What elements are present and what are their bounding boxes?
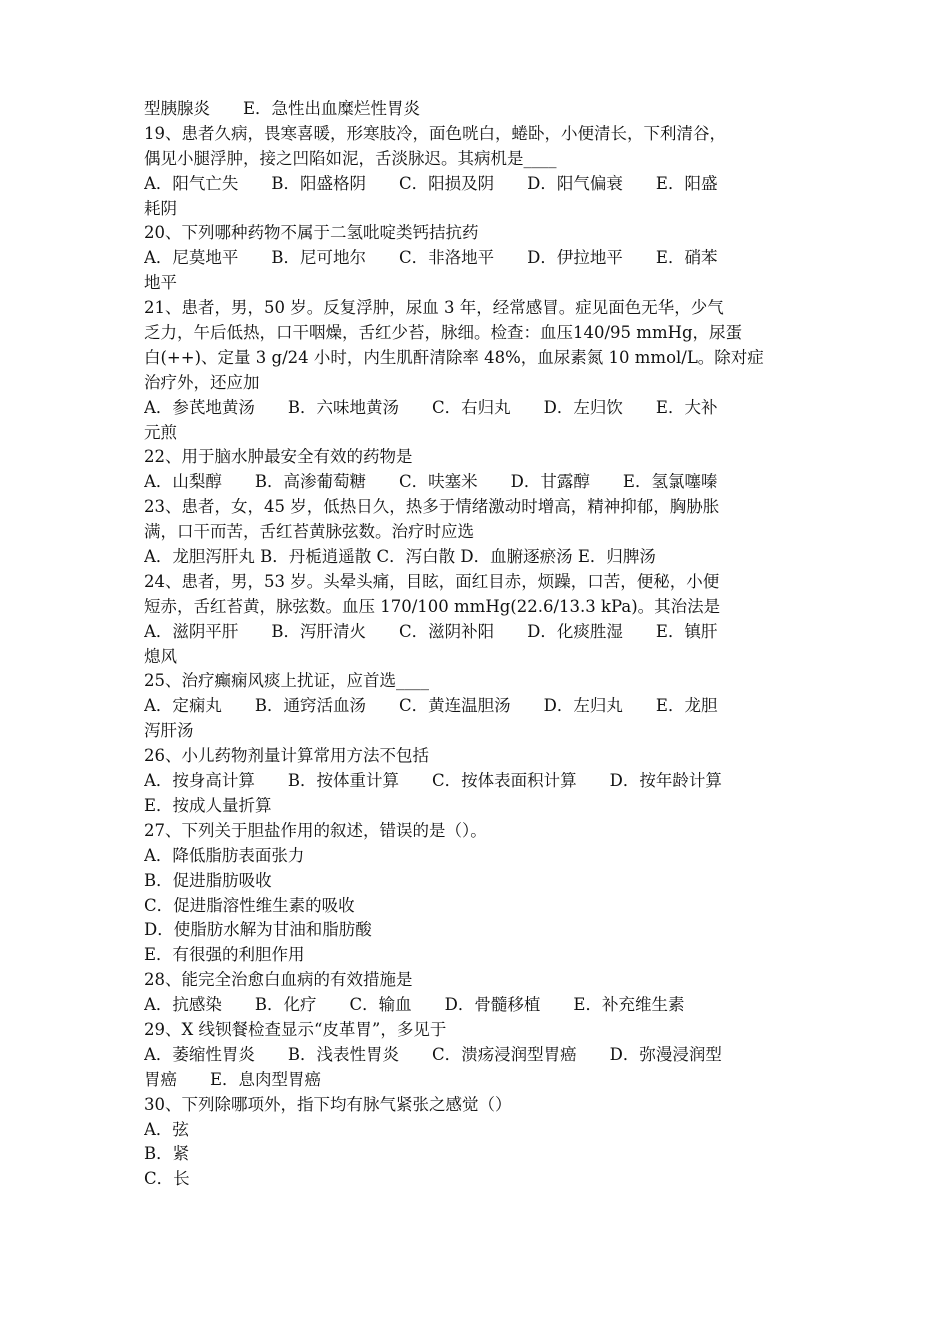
text-line: 20、下列哪种药物不属于二氢吡啶类钙拮抗药: [144, 223, 479, 243]
text-line: A．萎缩性胃炎 B．浅表性胃炎 C．溃疡浸润型胃癌 D．弥漫浸润型: [144, 1044, 722, 1064]
text-line: 耗阴: [144, 198, 177, 218]
text-line: 26、小儿药物剂量计算常用方法不包括: [144, 746, 429, 766]
text-line: 22、用于脑水肿最安全有效的药物是: [144, 447, 413, 467]
text-line: B．紧: [144, 1144, 190, 1164]
text-line: 25、治疗癫痫风痰上扰证，应首选____: [144, 671, 429, 691]
text-line: A．山梨醇 B．高渗葡萄糖 C．呋塞米 D．甘露醇 E．氢氯噻嗪: [144, 472, 718, 492]
text-line: 乏力，午后低热，口干咽燥，舌红少苔，脉细。检查：血压140/95 mmHg，尿蛋: [144, 323, 743, 343]
text-line: 29、X 线钡餐检查显示“皮革胃”，多见于: [144, 1019, 447, 1039]
text-line: 地平: [144, 273, 177, 293]
text-line: A．降低脂肪表面张力: [144, 845, 305, 865]
text-line: 白(++)、定量 3 g/24 小时，内生肌酐清除率 48%，血尿素氮 10 mmol/L。除对症: [144, 347, 764, 367]
text-line: 治疗外，还应加: [144, 372, 260, 392]
text-line: D．使脂肪水解为甘油和脂肪酸: [144, 920, 372, 940]
text-line: 熄风: [144, 646, 177, 666]
document-page: [144, 97, 814, 1192]
text-line: A．尼莫地平 B．尼可地尔 C．非洛地平 D．伊拉地平 E．硝苯: [144, 248, 718, 268]
text-line: 满，口干而苦，舌红苔黄脉弦数。治疗时应选: [144, 522, 474, 542]
text-line: 28、能完全治愈白血病的有效措施是: [144, 970, 413, 990]
text-line: 元煎: [144, 422, 177, 442]
text-line: A．抗感染 B．化疗 C．输血 D．骨髓移植 E．补充维生素: [144, 995, 685, 1015]
text-line: A．按身高计算 B．按体重计算 C．按体表面积计算 D．按年龄计算: [144, 771, 722, 791]
text-line: 21、患者，男，50 岁。反复浮肿，尿血 3 年，经常感冒。症见面色无华，少气: [144, 298, 724, 318]
text-line: 24、患者，男，53 岁。头晕头痛，目眩，面红目赤，烦躁，口苦，便秘，小便: [144, 571, 720, 591]
text-line: A．龙胆泻肝丸 B．丹栀逍遥散 C．泻白散 D．血腑逐瘀汤 E．归脾汤: [144, 547, 656, 567]
text-line: 27、下列关于胆盐作用的叙述，错误的是（）。: [144, 820, 487, 840]
text-line: A．定痫丸 B．通窍活血汤 C．黄连温胆汤 D．左归丸 E．龙胆: [144, 696, 718, 716]
text-line: B．促进脂肪吸收: [144, 870, 272, 890]
text-line: 泻肝汤: [144, 721, 194, 741]
text-line: C．促进脂溶性维生素的吸收: [144, 895, 355, 915]
text-line: E．有很强的利胆作用: [144, 945, 305, 965]
text-line: A．阳气亡失 B．阳盛格阴 C．阳损及阴 D．阳气偏衰 E．阳盛: [144, 173, 718, 193]
text-line: 短赤，舌红苔黄，脉弦数。血压 170/100 mmHg(22.6/13.3 kPa)。其治法是: [144, 596, 721, 616]
text-line: 19、患者久病，畏寒喜暖，形寒肢冷，面色咣白，蜷卧，小便清长，下利清谷，: [144, 123, 726, 143]
text-line: 胃癌 E．息肉型胃癌: [144, 1069, 322, 1089]
text-line: A．滋阴平肝 B．泻肝清火 C．滋阴补阳 D．化痰胜湿 E．镇肝: [144, 621, 718, 641]
text-line: 型胰腺炎 E．急性出血糜烂性胃炎: [144, 99, 421, 118]
text-line: E．按成人量折算: [144, 795, 272, 815]
text-line: A．参芪地黄汤 B．六味地黄汤 C．右归丸 D．左归饮 E．大补: [144, 397, 718, 417]
text-line: 偶见小腿浮肿，接之凹陷如泥，舌淡脉迟。其病机是____: [144, 148, 557, 168]
text-line: C．长: [144, 1169, 190, 1189]
text-line: 23、患者，女，45 岁，低热日久，热多于情绪激动时增高，精神抑郁，胸胁胀: [144, 497, 720, 517]
text-line: A．弦: [144, 1119, 189, 1139]
text-line: 30、下列除哪项外，指下均有脉气紧张之感觉（）: [144, 1094, 512, 1114]
